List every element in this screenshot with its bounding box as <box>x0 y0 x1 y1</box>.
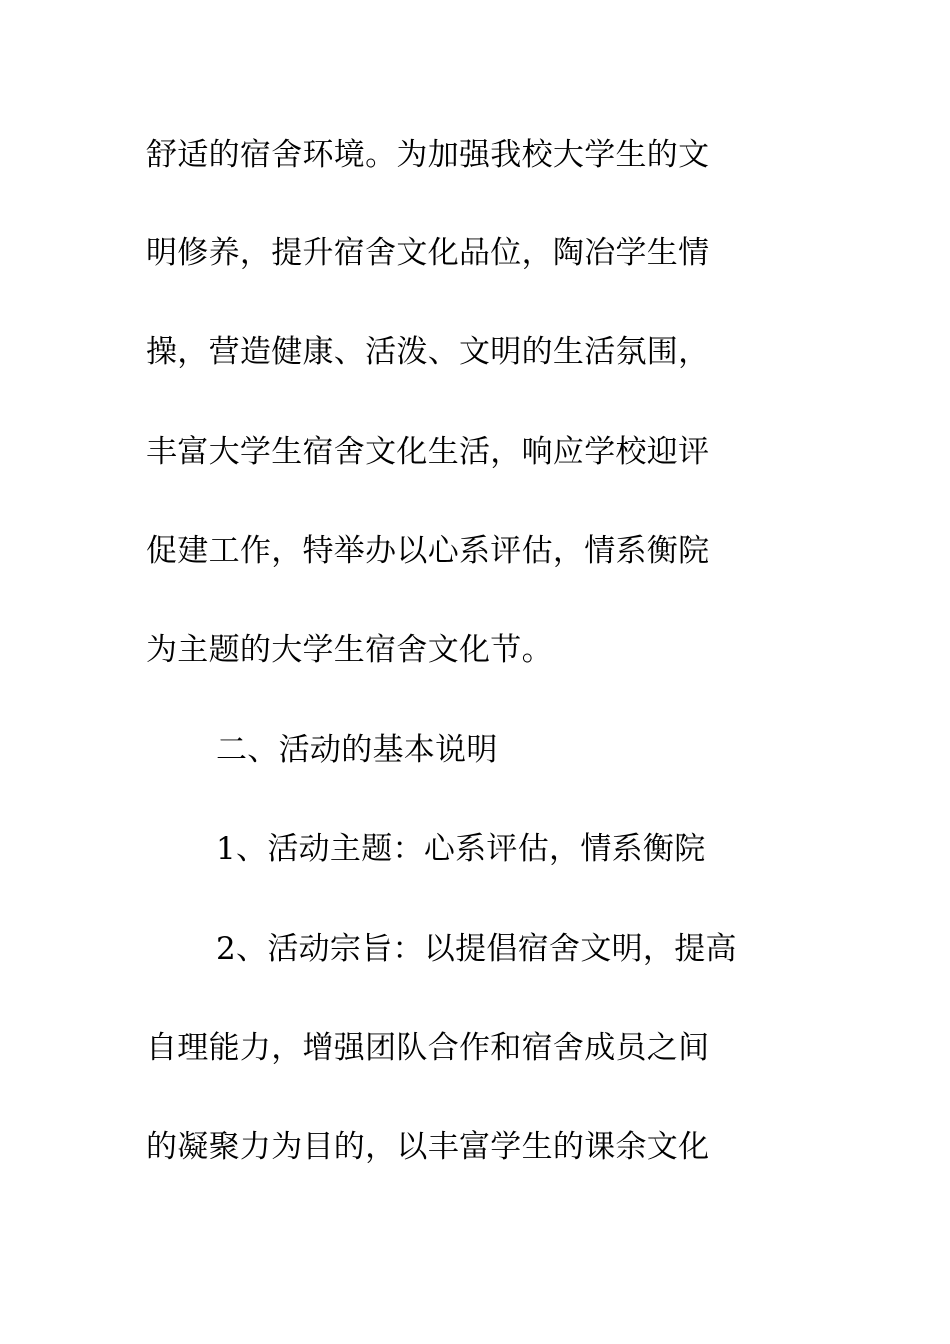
paragraph-line: 丰富大学生宿舍文化生活，响应学校迎评 <box>146 434 710 470</box>
paragraph-line: 的凝聚力为目的，以丰富学生的课余文化 <box>146 1129 710 1165</box>
paragraph-line: 促建工作，特举办以心系评估，情系衡院 <box>146 533 710 569</box>
paragraph-line: 舒适的宿舍环境。为加强我校大学生的文 <box>146 137 710 173</box>
paragraph-line: 为主题的大学生宿舍文化节。 <box>146 632 553 668</box>
paragraph-line: 明修养，提升宿舍文化品位，陶冶学生情 <box>146 235 710 271</box>
list-item: 2、活动宗旨：以提倡宿舍文明，提高 <box>216 931 737 967</box>
paragraph-line: 操，营造健康、活泼、文明的生活氛围， <box>146 334 710 370</box>
paragraph-line: 自理能力，增强团队合作和宿舍成员之间 <box>146 1030 710 1066</box>
section-heading: 二、活动的基本说明 <box>216 732 498 768</box>
list-item: 1、活动主题：心系评估，情系衡院 <box>216 831 706 867</box>
